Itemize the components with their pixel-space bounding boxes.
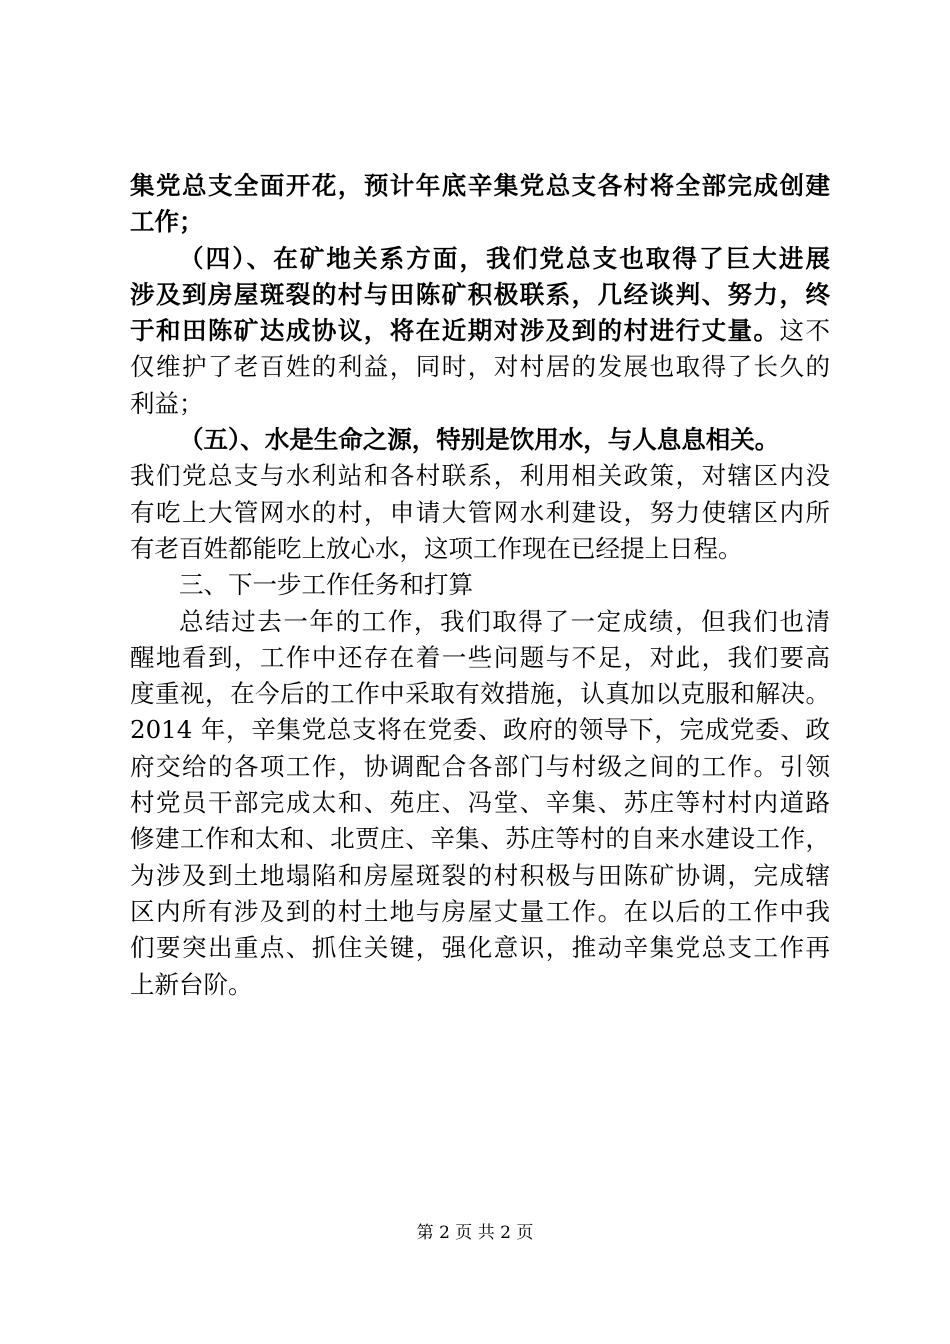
- document-body: [130, 168, 830, 1003]
- paragraph-line: 涉及到房屋斑裂的村与田陈矿积极联系，几经谈判、努力，终: [130, 279, 830, 309]
- paragraph-line: 为涉及到土地塌陷和房屋斑裂的村积极与田陈矿协调，完成辖: [130, 860, 830, 890]
- paragraph-line: 我们党总支与水利站和各村联系，利用相关政策，对辖区内没: [130, 461, 830, 491]
- paragraph-line: [130, 313, 830, 349]
- page-footer: 第 2 页 共 2 页: [416, 1223, 534, 1243]
- paragraph-line: 府交给的各项工作，协调配合各部门与村级之间的工作。引领: [130, 751, 830, 781]
- paragraph-line: 醒地看到，工作中还存在着一些问题与不足，对此，我们要高: [130, 642, 830, 672]
- paragraph-line-bold-part: 于和田陈矿达成协议，将在近期对涉及到的村进行丈量。: [130, 316, 780, 346]
- paragraph-line: 区内所有涉及到的村土地与房屋丈量工作。在以后的工作中我: [130, 896, 830, 926]
- paragraph-line: （四）、在矿地关系方面，我们党总支也取得了巨大进展: [179, 243, 830, 273]
- paragraph-line: 修建工作和太和、北贾庄、辛集、苏庄等村的自来水建设工作，: [130, 824, 830, 854]
- paragraph-line: 有老百姓都能吃上放心水，这项工作现在已经提上日程。: [130, 533, 743, 563]
- paragraph-line: 村党员干部完成太和、苑庄、冯堂、辛集、苏庄等村村内道路: [130, 788, 830, 818]
- paragraph-line: 度重视，在今后的工作中采取有效措施，认真加以克服和解决。: [130, 679, 830, 709]
- paragraph-line: 总结过去一年的工作，我们取得了一定成绩，但我们也清: [179, 606, 830, 636]
- paragraph-line: （五）、水是生命之源，特别是饮用水，与人息息相关。: [179, 425, 780, 455]
- paragraph-line: 利益；: [130, 388, 204, 418]
- paragraph-line: 们要突出重点、抓住关键，强化意识，推动辛集党总支工作再: [130, 933, 830, 963]
- paragraph-line: 有吃上大管网水的村，申请大管网水利建设，努力使辖区内所: [130, 497, 830, 527]
- section-heading: 三、下一步工作任务和打算: [179, 570, 473, 600]
- paragraph-line: 集党总支全面开花，预计年底辛集党总支各村将全部完成创建: [130, 171, 830, 200]
- paragraph-line: 2014 年，辛集党总支将在党委、政府的领导下，完成党委、政: [130, 715, 830, 745]
- paragraph-line: 上新台阶。: [130, 969, 253, 999]
- paragraph-line-regular-part: 这不: [779, 316, 830, 346]
- paragraph-line: 仅维护了老百姓的利益，同时，对村居的发展也取得了长久的: [130, 352, 830, 382]
- paragraph-line: 工作；: [130, 207, 204, 237]
